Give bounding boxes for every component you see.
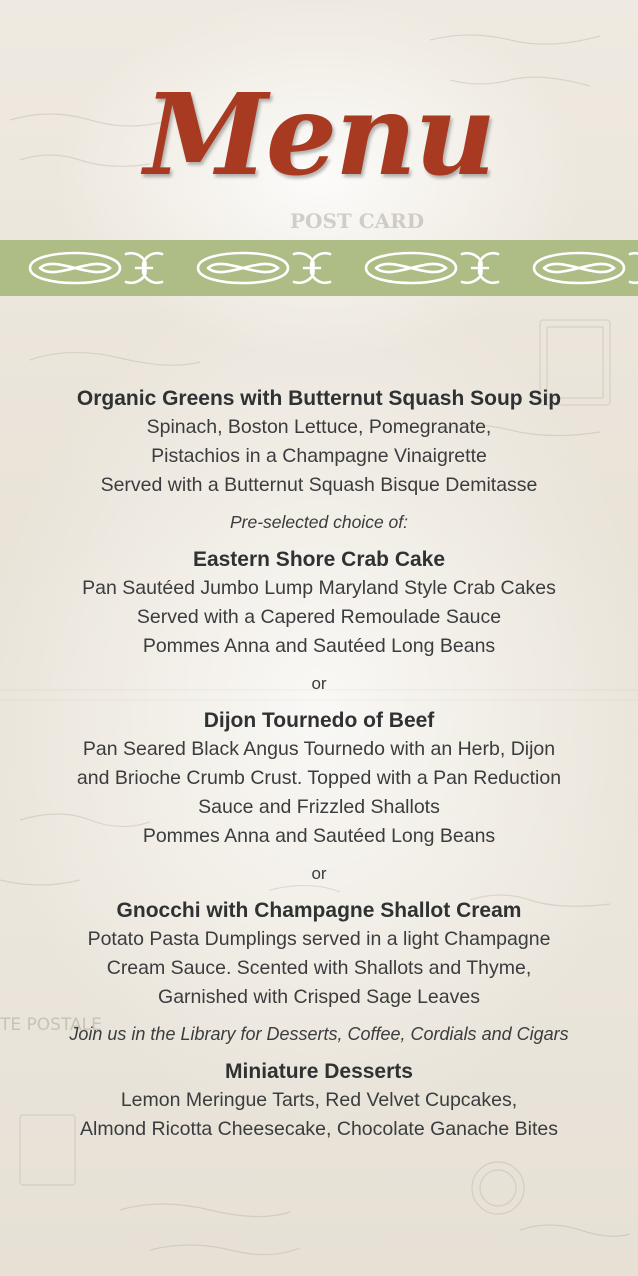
entree-description-line: Potato Pasta Dumplings served in a light Champagne — [87, 928, 551, 950]
library-invitation: Join us in the Library for Desserts, Coffee, Cordials and Cigars — [69, 1024, 569, 1044]
course-salad — [0, 384, 638, 500]
course-description-line: Spinach, Boston Lettuce, Pomegranate, — [146, 416, 492, 438]
course-description-line: Served with a Butternut Squash Bisque Demitasse — [100, 474, 538, 496]
entree-crab-cake — [0, 545, 638, 661]
course-description-line: Pistachios in a Champagne Vinaigrette — [151, 445, 487, 467]
or-separator: or — [311, 674, 327, 693]
dessert-course — [0, 1057, 638, 1144]
post-card-stamp-text: POST CARD — [290, 209, 425, 233]
menu-content — [0, 384, 638, 1144]
entree-beef — [0, 706, 638, 851]
entree-description-line: Served with a Capered Remoulade Sauce — [136, 606, 502, 628]
dessert-description-line: Almond Ricotta Cheesecake, Chocolate Ganache Bites — [79, 1118, 559, 1140]
course-title: Organic Greens with Butternut Squash Soup Sip — [76, 387, 562, 410]
scroll-ornament-icon — [0, 240, 638, 296]
menu-title: Menu — [143, 70, 495, 201]
entree-description-line: Pan Sautéed Jumbo Lump Maryland Style Crab Cakes — [82, 577, 556, 599]
entree-description-line: Pan Seared Black Angus Tournedo with an Herb, Dijon — [82, 738, 556, 760]
entree-description-line: Pommes Anna and Sautéed Long Beans — [142, 825, 496, 847]
entree-description-line: Sauce and Frizzled Shallots — [198, 796, 440, 818]
entree-title: Eastern Shore Crab Cake — [192, 548, 446, 571]
entree-description-line: Cream Sauce. Scented with Shallots and Thyme, — [106, 957, 532, 979]
dessert-description-line: Lemon Meringue Tarts, Red Velvet Cupcakes, — [120, 1089, 518, 1111]
entree-description-line: Pommes Anna and Sautéed Long Beans — [142, 635, 496, 657]
entree-title: Gnocchi with Champagne Shallot Cream — [116, 899, 522, 922]
entree-gnocchi — [0, 896, 638, 1012]
entree-description-line: Garnished with Crisped Sage Leaves — [158, 986, 480, 1008]
entree-description-line: and Brioche Crumb Crust. Topped with a Pan Reduction — [76, 767, 562, 789]
or-separator: or — [311, 864, 327, 883]
entree-title: Dijon Tournedo of Beef — [203, 709, 435, 732]
ornament-scroll-path — [0, 253, 638, 283]
ornament-band — [0, 240, 638, 296]
dessert-title: Miniature Desserts — [225, 1060, 413, 1083]
postale-stamp-text: TE POSTALE — [0, 1015, 102, 1035]
preselected-note: Pre-selected choice of: — [229, 512, 408, 532]
